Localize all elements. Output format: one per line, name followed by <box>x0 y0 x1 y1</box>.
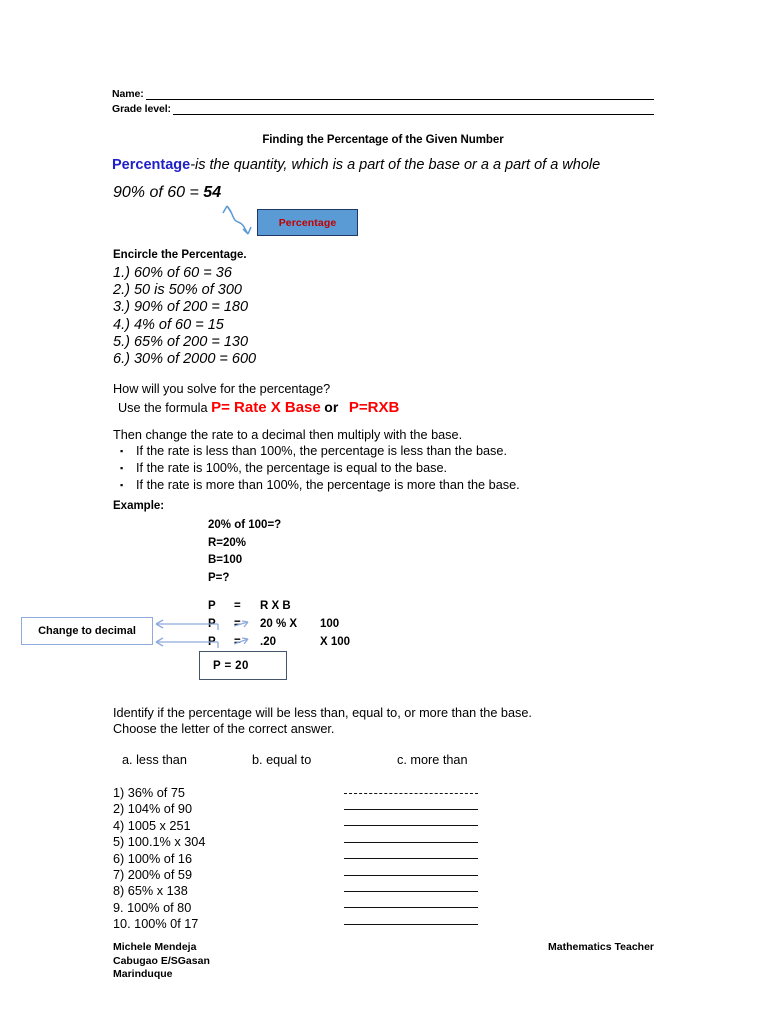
answer-blank[interactable] <box>344 924 478 925</box>
answer-blank-row[interactable] <box>344 834 478 850</box>
encircle-item[interactable]: 3.) 90% of 200 = 180 <box>113 299 249 316</box>
footer-province: Marinduque <box>113 968 173 980</box>
solution-expression: 20 % X <box>260 618 298 630</box>
final-exercise-item: 4) 1005 x 251 <box>113 818 191 833</box>
formula-primary: P= Rate X Base <box>211 399 321 416</box>
grade-level-label: Grade level: <box>112 103 171 115</box>
final-exercise-item: 1) 36% of 75 <box>113 786 185 800</box>
then-instruction: Then change the rate to a decimal then multiply with the base. <box>113 428 463 442</box>
square-bullet-icon: ▪ <box>120 463 124 473</box>
percentage-callout-box <box>257 209 358 236</box>
solution-row <box>208 618 398 633</box>
encircle-item[interactable]: 1.) 60% of 60 = 36 <box>113 265 232 281</box>
solution-expression: .20 <box>260 636 276 648</box>
solution-row <box>208 636 398 651</box>
formula-row <box>118 399 399 416</box>
footer-role: Mathematics Teacher <box>547 941 654 953</box>
final-exercise-item: 5) 100.1% x 304 <box>113 835 206 850</box>
choice-b[interactable]: b. equal to <box>252 753 312 767</box>
solution-expression: R X B <box>260 600 291 612</box>
grade-level-write-line[interactable] <box>173 105 654 115</box>
answer-blank-row[interactable] <box>344 916 478 932</box>
answer-blank[interactable] <box>344 793 478 794</box>
square-bullet-icon: ▪ <box>120 446 124 456</box>
solution-equals: = <box>234 636 241 648</box>
identify-instruction-line-2: Choose the letter of the correct answer. <box>113 722 335 736</box>
page-title: Finding the Percentage of the Given Number <box>262 134 504 146</box>
result-box <box>199 651 287 680</box>
rate-rule-text: If the rate is less than 100%, the percentage is less than the base. <box>136 444 507 458</box>
rate-rule-text: If the rate is more than 100%, the percentage is more than the base. <box>136 478 520 492</box>
solution-p: P <box>208 618 216 630</box>
encircle-item[interactable]: 6.) 30% of 2000 = 600 <box>113 351 257 368</box>
example-label: Example: <box>113 500 165 512</box>
answer-choices <box>122 753 552 769</box>
answer-blank-row[interactable] <box>344 867 478 883</box>
choice-a[interactable]: a. less than <box>122 753 187 767</box>
example-given-lines <box>208 517 281 587</box>
answer-blank[interactable] <box>344 825 478 826</box>
answer-blank-row[interactable] <box>344 900 478 916</box>
final-exercise-item: 10. 100% 0f 17 <box>113 917 199 932</box>
solution-p: P <box>208 636 216 648</box>
solution-operand: 100 <box>320 618 340 630</box>
percentage-callout-label: Percentage <box>278 216 337 229</box>
answer-blank-row[interactable] <box>344 785 478 801</box>
name-write-line[interactable] <box>146 90 654 100</box>
solution-row <box>208 600 398 615</box>
footer-school: Cabugao E/SGasan <box>113 954 210 967</box>
rate-rules-list <box>120 443 520 494</box>
encircle-heading: Encircle the Percentage. <box>113 249 247 261</box>
choice-c[interactable]: c. more than <box>397 753 468 767</box>
example-given-item: R=20% <box>208 536 247 549</box>
final-exercise-item: 2) 104% of 90 <box>113 802 192 817</box>
example-given-item: 20% of 100=? <box>208 519 282 531</box>
encircle-list <box>113 265 256 368</box>
solution-p: P <box>208 600 216 612</box>
rate-rule-text: If the rate is 100%, the percentage is equal to the base. <box>136 461 448 475</box>
identify-instruction-line-1: Identify if the percentage will be less than, equal to, or more than the base. <box>113 706 532 720</box>
final-exercise-list <box>113 785 205 933</box>
name-label: Name: <box>112 88 144 100</box>
footer-author-name: Michele Mendeja <box>113 941 197 953</box>
grade-field-row <box>112 103 654 115</box>
solution-equals: = <box>234 618 241 630</box>
answer-blank[interactable] <box>344 891 478 892</box>
answer-blank-row[interactable] <box>344 851 478 867</box>
encircle-item[interactable]: 4.) 4% of 60 = 15 <box>113 316 224 333</box>
answer-blank[interactable] <box>344 875 478 876</box>
formula-secondary: P=RXB <box>348 399 400 416</box>
rate-rule-item <box>120 443 520 460</box>
sample-equation-expression: 90% of 60 = <box>113 184 204 201</box>
final-answer-blanks <box>344 785 478 933</box>
use-formula-label: Use the formula <box>118 401 208 415</box>
percentage-definition <box>112 157 600 173</box>
final-exercise-item: 8) 65% x 138 <box>113 884 188 899</box>
percentage-definition-text: -is the quantity, which is a part of the base or a a part of a whole <box>190 157 601 173</box>
footer-author-block <box>113 941 210 982</box>
answer-blank[interactable] <box>344 842 478 843</box>
example-given-item: B=100 <box>208 554 243 566</box>
example-given-item: P=? <box>208 571 230 584</box>
square-bullet-icon: ▪ <box>120 480 124 490</box>
rate-rule-item <box>120 477 520 494</box>
answer-blank-row[interactable] <box>344 818 478 834</box>
encircle-item[interactable]: 2.) 50 is 50% of 300 <box>113 282 242 299</box>
solution-operand: X 100 <box>320 636 351 648</box>
final-exercise-item: 7) 200% of 59 <box>113 868 192 883</box>
answer-blank[interactable] <box>344 907 478 908</box>
formula-conjunction: or <box>324 399 339 415</box>
answer-blank-row[interactable] <box>344 883 478 899</box>
final-exercise-item: 9. 100% of 80 <box>113 900 192 915</box>
name-field-row <box>112 88 654 100</box>
percentage-keyword: Percentage <box>112 157 191 173</box>
result-box-label: P = 20 <box>213 659 249 672</box>
answer-blank[interactable] <box>344 858 478 859</box>
answer-blank-row[interactable] <box>344 801 478 817</box>
sample-equation-answer: 54 <box>203 184 222 201</box>
final-exercise-item: 6) 100% of 16 <box>113 851 192 866</box>
rate-rule-item <box>120 460 520 477</box>
sample-equation <box>113 184 221 202</box>
answer-blank[interactable] <box>344 809 478 810</box>
solution-equals: = <box>234 600 241 612</box>
solve-question: How will you solve for the percentage? <box>113 382 331 396</box>
change-to-decimal-label: Change to decimal <box>38 625 136 637</box>
encircle-item[interactable]: 5.) 65% of 200 = 130 <box>113 333 249 350</box>
change-to-decimal-box <box>21 617 153 645</box>
